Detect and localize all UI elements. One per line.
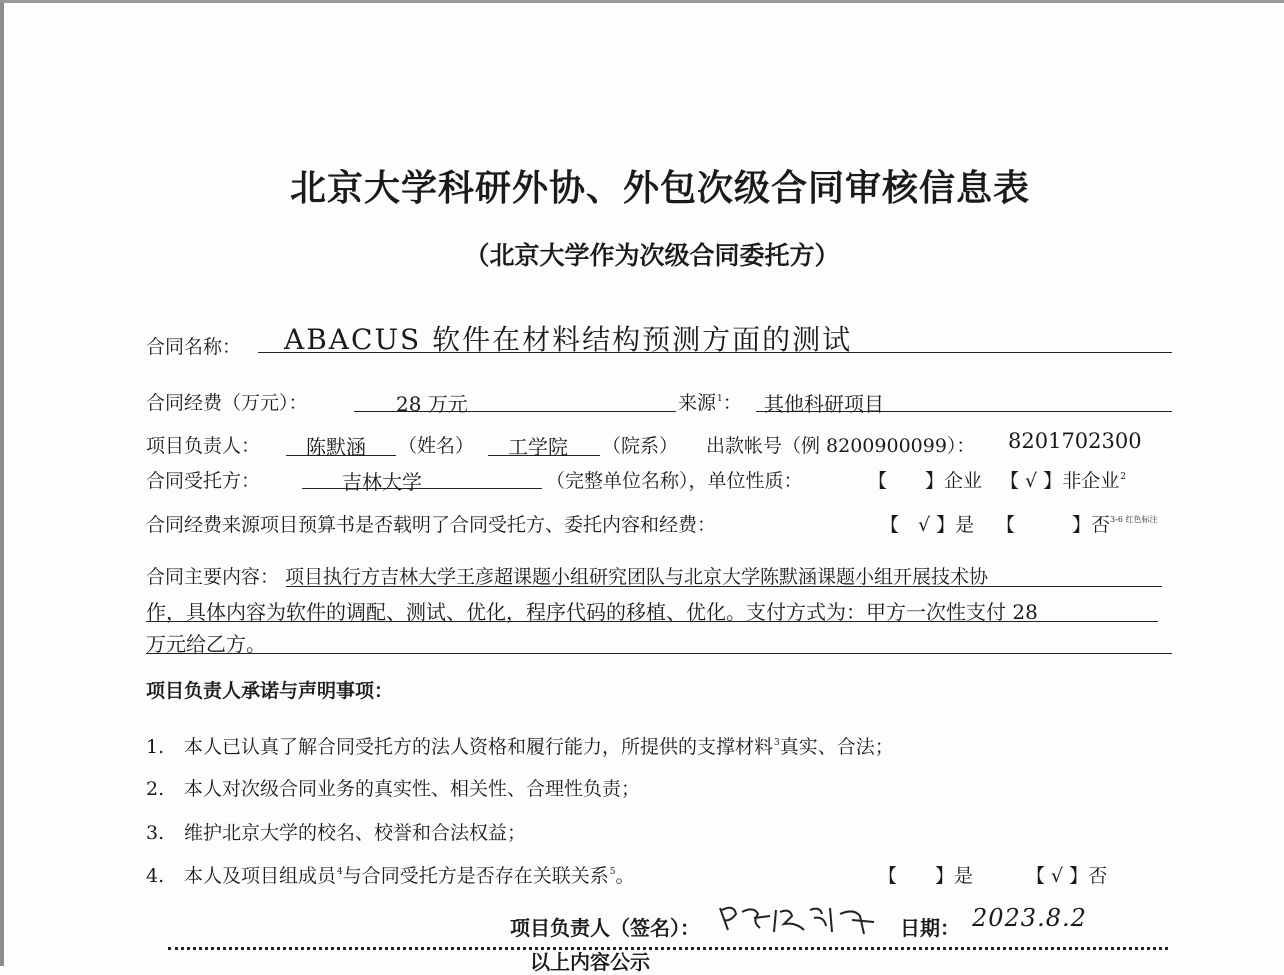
- relation-yes-option: 【 】是: [878, 865, 974, 887]
- checkbox-budget-no: 【 】: [996, 514, 1092, 536]
- account-label: 出款帐号（例 8200900099）：: [706, 435, 976, 457]
- form-subtitle: （北京大学作为次级合同委托方）: [464, 241, 840, 270]
- form-title: 北京大学科研外协、外包次级合同审核信息表: [289, 168, 1030, 209]
- enterprise-option: 【 】企业: [868, 470, 983, 492]
- leader-name-hint: （姓名）: [398, 435, 475, 457]
- budget-no-note: 3-6 红色标注: [1110, 515, 1158, 524]
- contract-name-value: ABACUS 软件在材料结构预测方面的测试: [284, 323, 853, 356]
- leader-name: 陈默涵: [306, 435, 366, 459]
- relation-no-option: 【 √ 】否: [1026, 865, 1108, 887]
- trustee-label: 合同受托方：: [146, 470, 261, 492]
- leader-label: 项目负责人：: [146, 435, 261, 457]
- main-content-underline-1: [286, 586, 1162, 587]
- contract-name-label: 合同名称：: [146, 336, 242, 358]
- commitment-item-2: 2. 本人对次级合同业务的真实性、相关性、合理性负责；: [146, 778, 641, 800]
- checkbox-relation-yes: 【 】: [878, 865, 955, 887]
- main-content-underline-3: [146, 653, 1172, 654]
- trustee-value: 吉林大学: [342, 470, 422, 494]
- non-enterprise-option: 【 √ 】非企业$^2$: [1000, 470, 1126, 492]
- handwritten-signature: [714, 900, 884, 944]
- commitment-item-3: 3. 维护北京大学的校名、校誉和合法权益；: [146, 822, 527, 844]
- main-content-line-3: 万元给乙方。: [146, 632, 266, 656]
- source-label: 来源$^1$：: [678, 392, 742, 414]
- date-label: 日期：: [900, 916, 960, 940]
- signature-label: 项目负责人（签名）：: [510, 916, 700, 940]
- main-content-line-2: 作，具体内容为软件的调配、测试、优化，程序代码的移植、优化。支付方式为：甲方一次性支付 28: [146, 600, 1038, 624]
- trustee-hint: （完整单位名称），单位性质：: [546, 470, 803, 492]
- scan-edge: [0, 0, 4, 966]
- main-content-line-1: 合同主要内容： 项目执行方吉林大学王彦超课题小组研究团队与北京大学陈默涵课题小组开展技术协: [146, 566, 989, 588]
- funding-value: 28 万元: [396, 392, 468, 416]
- main-content-underline-2: [146, 621, 1158, 622]
- budget-no-option: 【 】否$^{3-6 红色标注}$: [996, 514, 1158, 536]
- checkbox-non-enterprise: 【 √ 】: [1000, 470, 1063, 492]
- commitment-item-4: 4. 本人及项目组成员$^4$与合同受托方是否存在关联关系$^5$。: [146, 865, 635, 887]
- checkbox-budget-yes: 【 √ 】: [880, 514, 956, 536]
- checkbox-enterprise: 【 】: [868, 470, 945, 492]
- account-value: 8201702300: [1008, 429, 1142, 453]
- checkbox-relation-no: 【 √ 】: [1026, 865, 1089, 887]
- department-hint: （院系）: [602, 435, 679, 457]
- scan-edge: [0, 0, 1284, 3]
- department-value: 工学院: [508, 435, 568, 459]
- budget-question-text: 合同经费来源项目预算书是否载明了合同受托方、委托内容和经费：: [146, 514, 717, 536]
- commitments-heading: 项目负责人承诺与声明事项：: [146, 680, 394, 702]
- funding-label: 合同经费（万元）：: [146, 392, 308, 414]
- public-notice: 以上内容公示: [530, 950, 650, 974]
- dotted-separator: [168, 947, 1168, 950]
- source-value: 其他科研项目: [764, 392, 884, 416]
- signature-date: 2023.8.2: [972, 904, 1087, 932]
- commitment-item-1: 1. 本人已认真了解合同受托方的法人资格和履行能力，所提供的支撑材料$^3$真实、合法；: [146, 736, 894, 758]
- budget-yes-option: 【 √ 】是: [880, 514, 975, 536]
- trustee-underline: [302, 488, 542, 489]
